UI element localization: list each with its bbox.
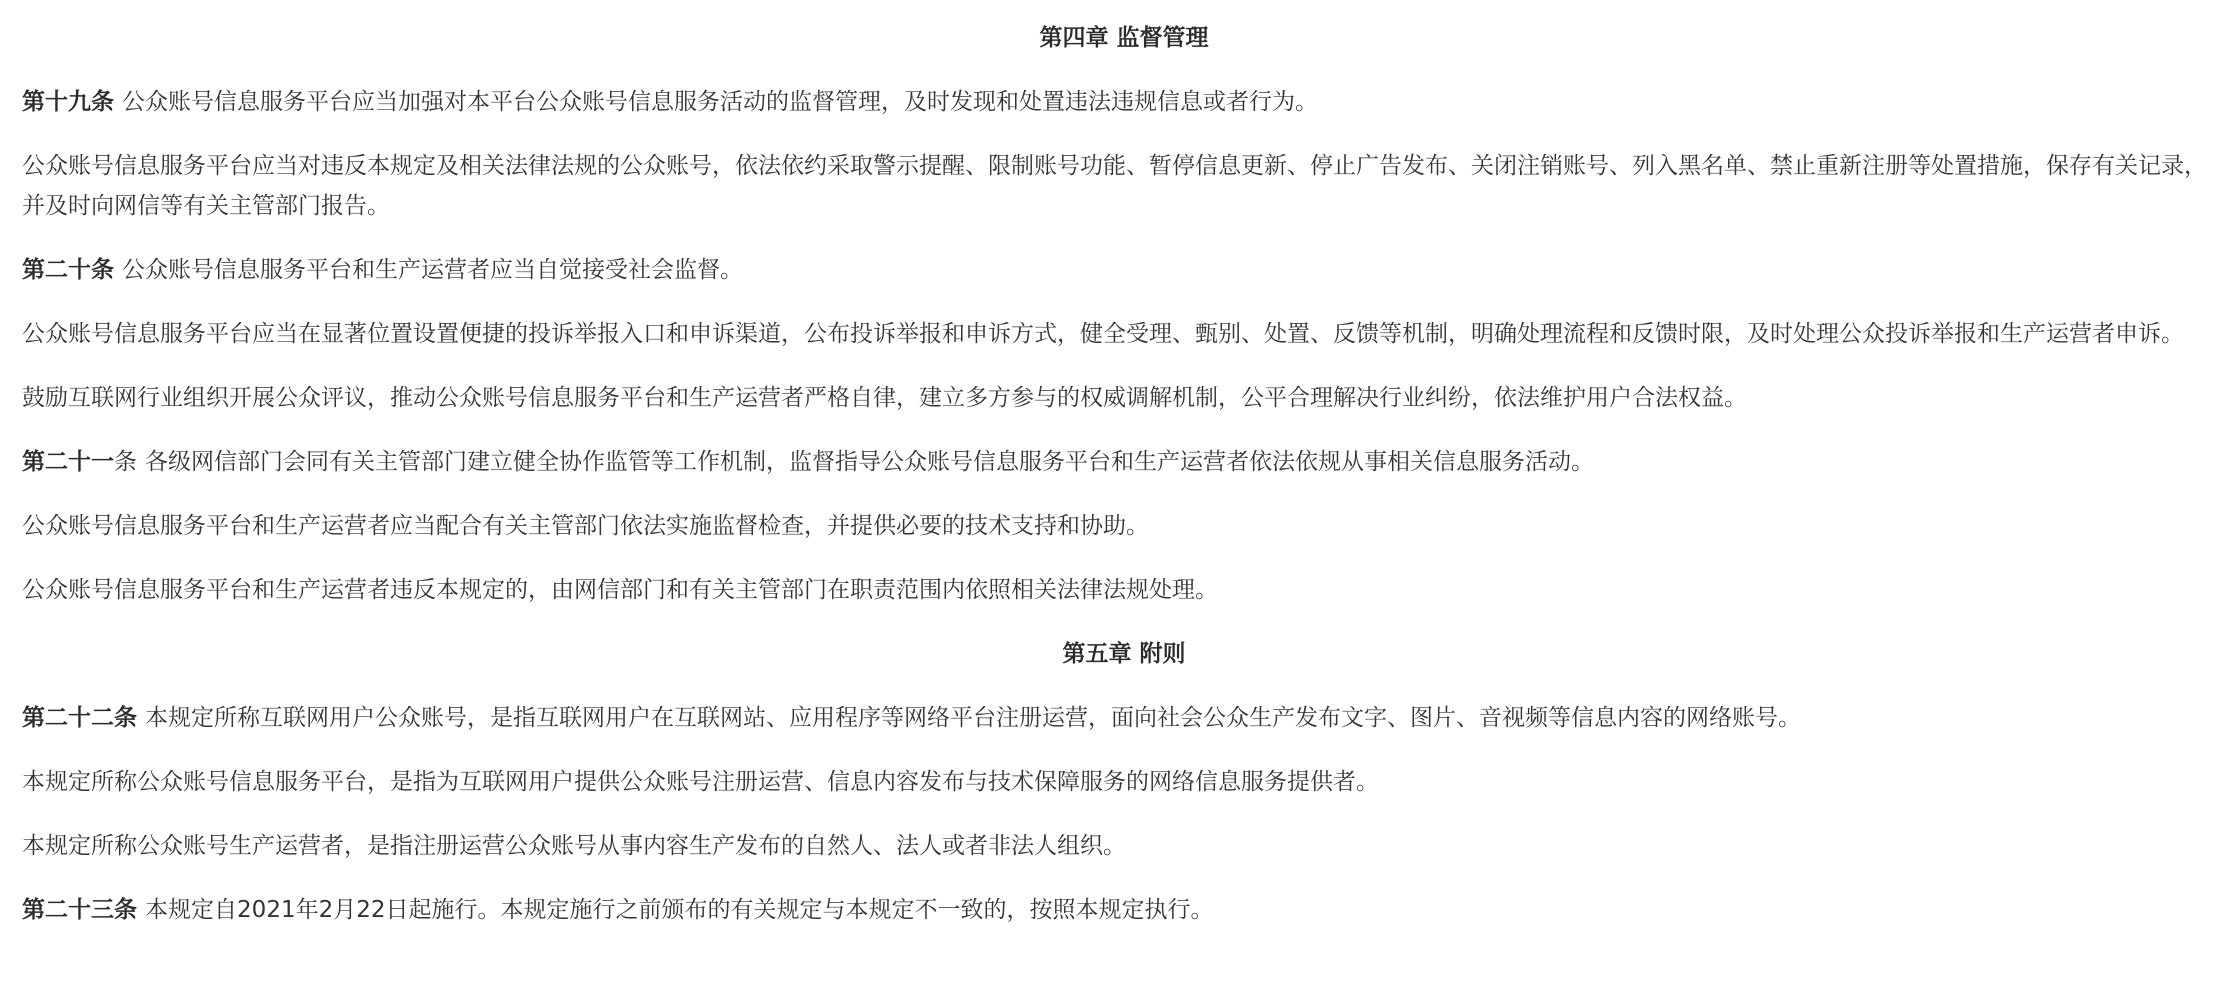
paragraph-text: 公众账号信息服务平台和生产运营者应当自觉接受社会监督。 (122, 257, 744, 283)
article-paragraph (22, 250, 2226, 290)
paragraph: 公众账号信息服务平台和生产运营者应当配合有关主管部门依法实施监督检查，并提供必要的技术支持和协助。 (22, 513, 1149, 539)
chapter-title: 第四章 监督管理 (1039, 25, 1209, 51)
paragraph: 本规定所称公众账号信息服务平台，是指为互联网用户提供公众账号注册运营、信息内容发布与技术保障服务的网络信息服务提供者。 (22, 769, 1379, 795)
article-paragraph (22, 82, 2226, 122)
paragraph: 本规定所称公众账号生产运营者，是指注册运营公众账号从事内容生产发布的自然人、法人或者非法人组织。 (22, 833, 1126, 859)
article-number-suffix: 条 (114, 449, 137, 475)
article-number: 第二十二条 (22, 705, 137, 731)
chapter-title: 第五章 附则 (1062, 641, 1186, 667)
paragraph: 公众账号信息服务平台和生产运营者违反本规定的，由网信部门和有关主管部门在职责范围内依照相关法律法规处理。 (22, 577, 1218, 603)
article-paragraph (22, 890, 2226, 930)
article-paragraph (22, 698, 2226, 738)
paragraph-text: 公众账号信息服务平台应当加强对本平台公众账号信息服务活动的监督管理，及时发现和处置违法违规信息或者行为。 (122, 89, 1319, 115)
paragraph-text: 各级网信部门会同有关主管部门建立健全协作监管等工作机制，监督指导公众账号信息服务平台和生产运营者依法依规从事相关信息服务活动。 (145, 449, 1595, 475)
article-number: 第二十条 (22, 257, 114, 283)
paragraph: 鼓励互联网行业组织开展公众评议，推动公众账号信息服务平台和生产运营者严格自律，建立多方参与的权威调解机制，公平合理解决行业纠纷，依法维护用户合法权益。 (22, 385, 1747, 411)
article-number: 第十九条 (22, 89, 114, 115)
paragraph-text: 本规定自2021年2月22日起施行。本规定施行之前颁布的有关规定与本规定不一致的，按照本规定执行。 (145, 897, 1214, 923)
article-paragraph (22, 442, 2226, 482)
article-number: 第二十三条 (22, 897, 137, 923)
article-number: 第二十一 (22, 449, 114, 475)
paragraph-text: 本规定所称互联网用户公众账号，是指互联网用户在互联网站、应用程序等网络平台注册运营，面向社会公众生产发布文字、图片、音视频等信息内容的网络账号。 (145, 705, 1802, 731)
paragraph: 公众账号信息服务平台应当对违反本规定及相关法律法规的公众账号，依法依约采取警示提醒、限制账号功能、暂停信息更新、停止广告发布、关闭注销账号、列入黑名单、禁止重新注册等处置措施，保存有关记录，并及时向网信等有关主管部门报告。 (22, 153, 2207, 219)
paragraph: 公众账号信息服务平台应当在显著位置设置便捷的投诉举报入口和申诉渠道，公布投诉举报和申诉方式，健全受理、甄别、处置、反馈等机制，明确处理流程和反馈时限，及时处理公众投诉举报和生产运营者申诉。 (22, 321, 2184, 347)
